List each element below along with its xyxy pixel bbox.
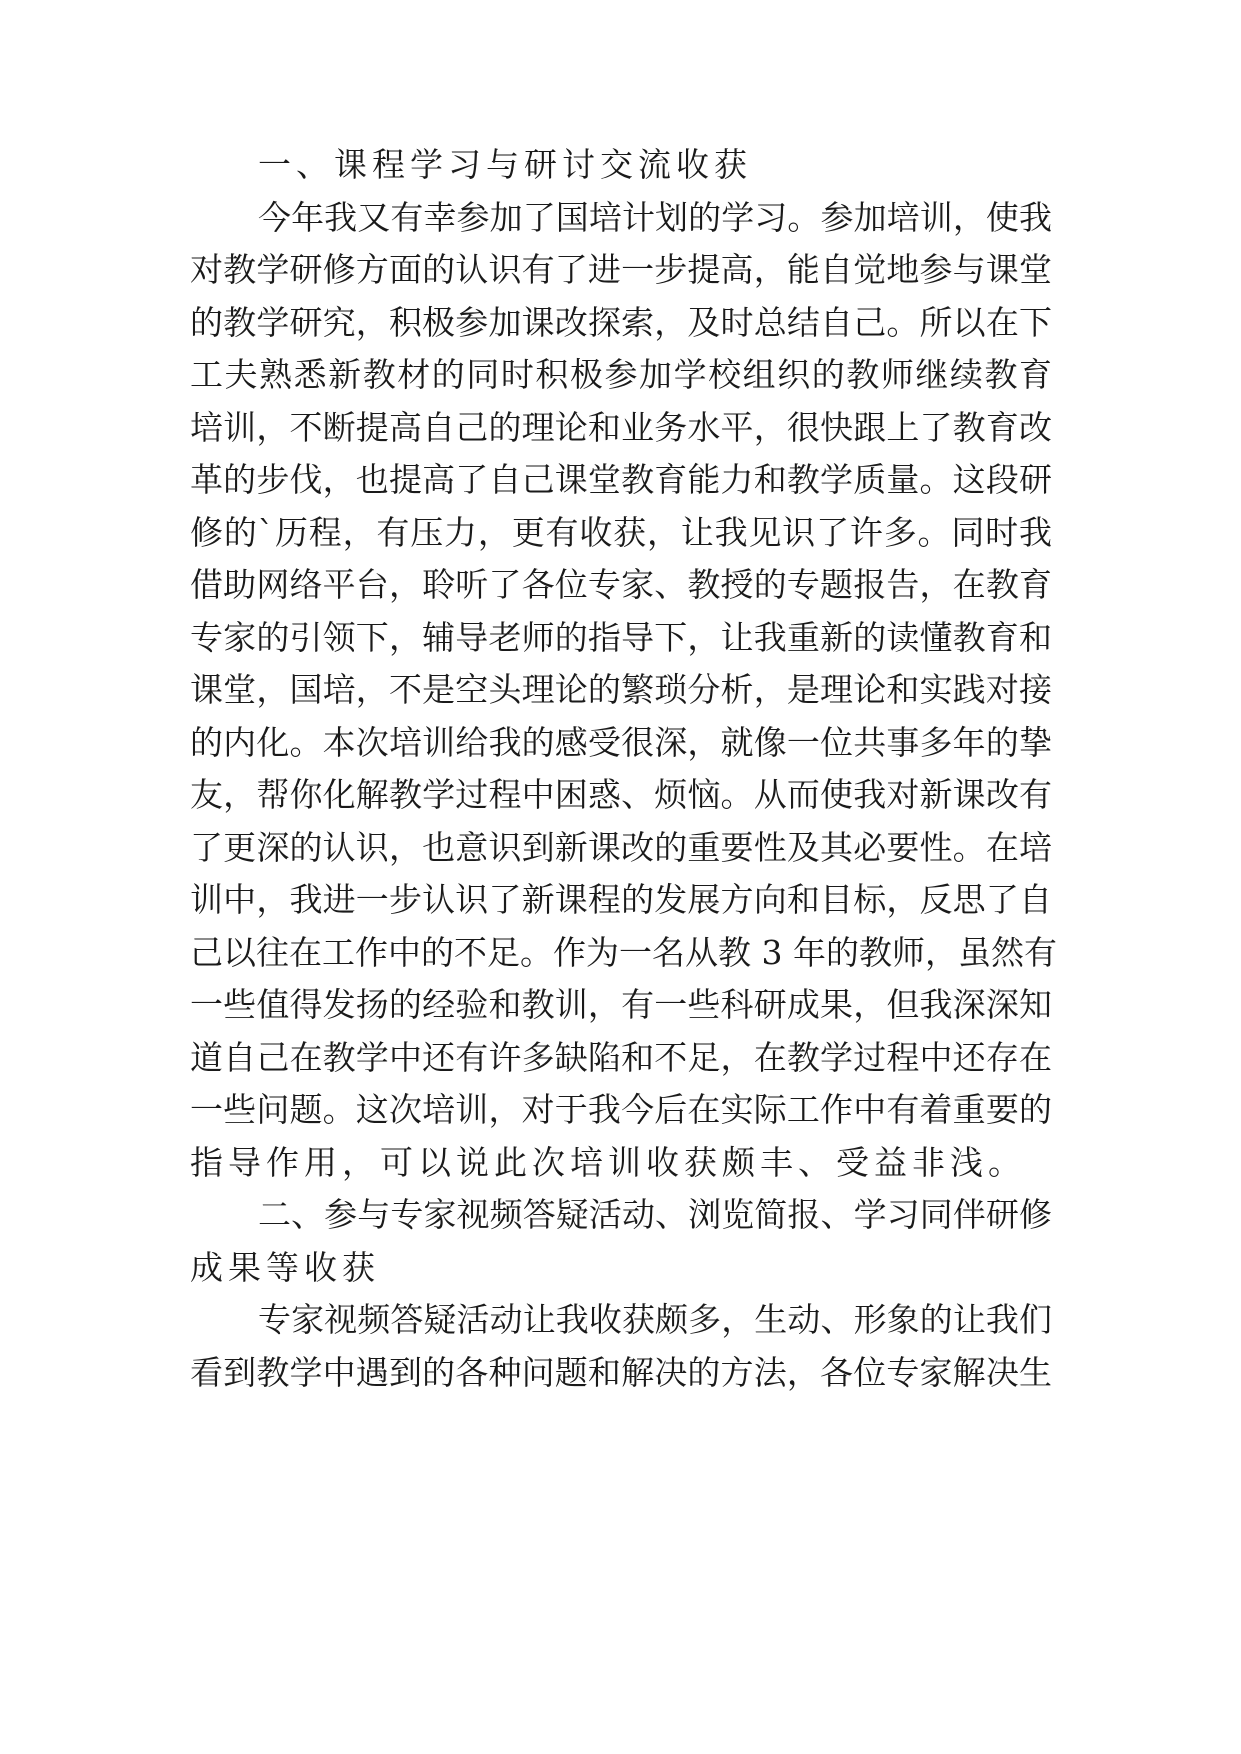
- paragraph-line: 了更深的认识，也意识到新课改的重要性及其必要性。在培: [190, 828, 1052, 867]
- paragraph-line: 对教学研修方面的认识有了进一步提高，能自觉地参与课堂: [190, 250, 1052, 289]
- paragraph-line: 的内化。本次培训给我的感受很深，就像一位共事多年的挚: [190, 723, 1052, 762]
- paragraph-line: 看到教学中遇到的各种问题和解决的方法，各位专家解决生: [190, 1353, 1052, 1392]
- paragraph-line: 一些值得发扬的经验和教训，有一些科研成果，但我深深知: [190, 985, 1052, 1024]
- section-heading-2-continued: 成果等收获: [190, 1248, 380, 1287]
- paragraph-line: 专家的引领下，辅导老师的指导下，让我重新的读懂教育和: [190, 618, 1052, 657]
- paragraph-line: 培训，不断提高自己的理论和业务水平，很快跟上了教育改: [190, 408, 1052, 447]
- paragraph-line: 一些问题。这次培训，对于我今后在实际工作中有着重要的: [190, 1090, 1052, 1129]
- section-heading-2: 二、参与专家视频答疑活动、浏览简报、学习同伴研修: [258, 1195, 1052, 1234]
- paragraph-line: 指导作用，可以说此次培训收获颇丰、受益非浅。: [190, 1143, 1026, 1182]
- paragraph-line: 工夫熟悉新教材的同时积极参加学校组织的教师继续教育: [190, 355, 1052, 394]
- paragraph-line: 今年我又有幸参加了国培计划的学习。参加培训，使我: [258, 198, 1052, 237]
- section-heading-1: 一、课程学习与研讨交流收获: [258, 145, 752, 184]
- paragraph-line: 修的`历程，有压力，更有收获，让我见识了许多。同时我: [190, 513, 1052, 552]
- paragraph-line: 训中，我进一步认识了新课程的发展方向和目标，反思了自: [190, 880, 1052, 919]
- paragraph-line: 借助网络平台，聆听了各位专家、教授的专题报告，在教育: [190, 565, 1052, 604]
- paragraph-line: 专家视频答疑活动让我收获颇多，生动、形象的让我们: [258, 1300, 1052, 1339]
- paragraph-line: 课堂，国培，不是空头理论的繁琐分析，是理论和实践对接: [190, 670, 1052, 709]
- paragraph-line: 革的步伐，也提高了自己课堂教育能力和教学质量。这段研: [190, 460, 1052, 499]
- paragraph-line: 的教学研究，积极参加课改探索，及时总结自己。所以在下: [190, 303, 1052, 342]
- paragraph-line: 友，帮你化解教学过程中困惑、烦恼。从而使我对新课改有: [190, 775, 1052, 814]
- paragraph-line: 己以往在工作中的不足。作为一名从教 3 年的教师，虽然有: [190, 933, 1057, 972]
- paragraph-line: 道自己在教学中还有许多缺陷和不足，在教学过程中还存在: [190, 1038, 1052, 1077]
